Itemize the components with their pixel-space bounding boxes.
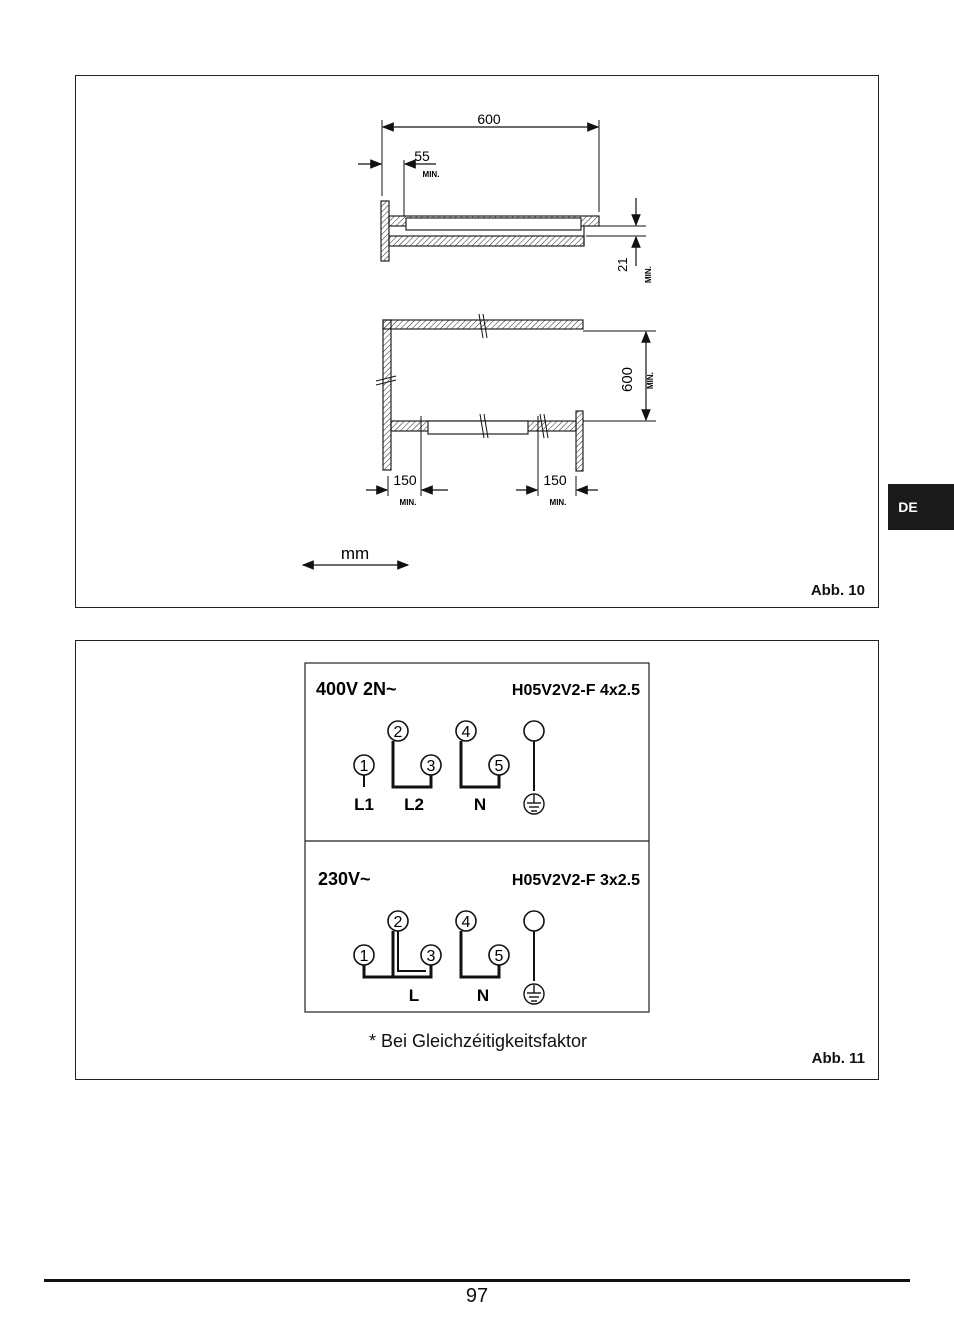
figure-10-frame xyxy=(75,75,879,608)
ground-terminal xyxy=(524,721,544,741)
figure-11-frame xyxy=(75,640,879,1080)
svg-text:3: 3 xyxy=(426,758,436,775)
label-l: L xyxy=(408,986,420,1005)
cable-4x25: H05V2V2-F 4x2.5 xyxy=(511,682,640,699)
terminal-3 xyxy=(421,945,441,965)
svg-text:1: 1 xyxy=(359,948,369,965)
svg-text:2: 2 xyxy=(393,914,403,931)
terminal-5 xyxy=(489,755,509,775)
terminal-3 xyxy=(421,755,441,775)
svg-text:4: 4 xyxy=(461,724,471,741)
dim-gap-21: 21 xyxy=(615,257,630,272)
dim-height-600: 600 xyxy=(619,366,636,392)
label-l1: L1 xyxy=(354,795,374,814)
min-label: MIN. xyxy=(644,266,653,283)
cable-3x25: H05V2V2-F 3x2.5 xyxy=(511,872,640,889)
terminal-5 xyxy=(489,945,509,965)
terminal-2 xyxy=(388,911,408,931)
min-label: MIN. xyxy=(646,372,655,389)
footnote: * Bei Gleichzéitigkeitsfaktor xyxy=(368,1031,588,1051)
footer-rule xyxy=(44,1279,910,1282)
svg-text:5: 5 xyxy=(494,758,504,775)
front-view xyxy=(366,314,656,496)
figure-10-label: Abb. 10 xyxy=(810,582,865,599)
svg-text:2: 2 xyxy=(393,724,403,741)
label-l2: L2 xyxy=(404,795,424,814)
ground-icon xyxy=(524,984,544,1004)
svg-text:4: 4 xyxy=(461,914,471,931)
page-number: 97 xyxy=(465,1285,489,1307)
min-label: MIN. xyxy=(399,498,417,507)
dim-edge-55: 55 xyxy=(414,148,430,164)
wiring-diagram xyxy=(76,641,880,1081)
min-label: MIN. xyxy=(549,498,567,507)
side-view xyxy=(358,120,646,266)
dim-width-600: 600 xyxy=(477,111,501,127)
terminal-2 xyxy=(388,721,408,741)
label-n: N xyxy=(476,986,490,1005)
ground-terminal xyxy=(524,911,544,931)
terminal-4 xyxy=(456,911,476,931)
min-label: MIN. xyxy=(422,170,440,179)
svg-text:5: 5 xyxy=(494,948,504,965)
figure-11-label: Abb. 11 xyxy=(811,1050,865,1067)
label-n: N xyxy=(473,795,487,814)
voltage-400v: 400V 2N~ xyxy=(316,679,397,699)
installation-dimensions-drawing xyxy=(76,76,880,609)
terminal-1 xyxy=(354,755,374,775)
voltage-230v: 230V~ xyxy=(318,869,371,889)
dim-side-right-150: 150 xyxy=(543,472,567,488)
dim-side-left-150: 150 xyxy=(393,472,417,488)
svg-text:3: 3 xyxy=(426,948,436,965)
ground-icon xyxy=(524,794,544,814)
language-tab: DE xyxy=(888,484,954,530)
unit-mm: mm xyxy=(340,544,370,563)
terminal-1 xyxy=(354,945,374,965)
svg-text:1: 1 xyxy=(359,758,369,775)
terminal-4 xyxy=(456,721,476,741)
